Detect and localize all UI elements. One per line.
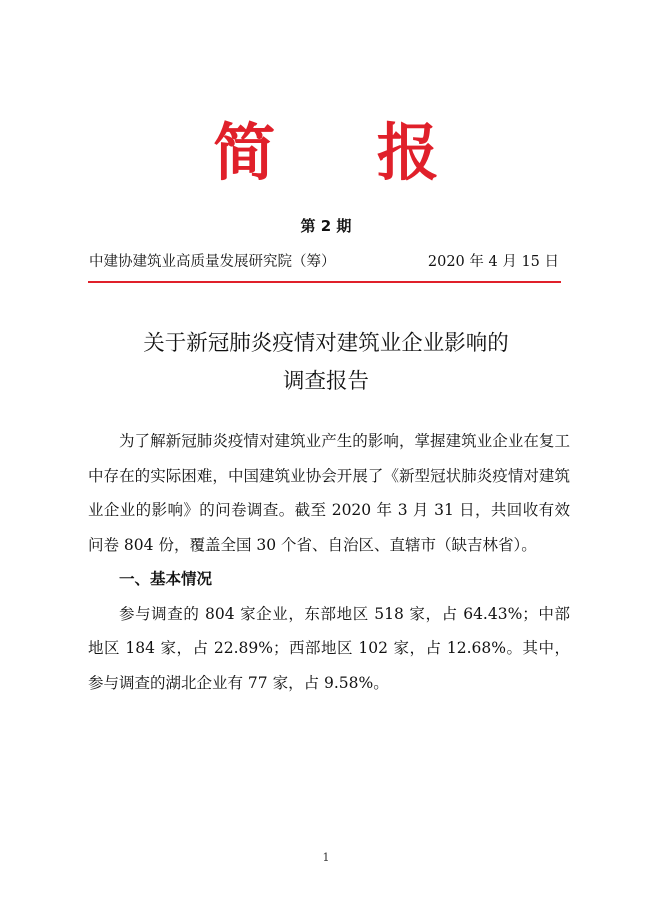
page-number: 1	[322, 851, 330, 864]
report-body	[88, 424, 570, 700]
section-paragraph-basic-info: 参与调查的 804 家企业，东部地区 518 家，占 64.43%；中部地区 184 家，占 22.89%；西部地区 102 家，占 12.68%。其中，参与调查的湖北企业有 77 家，占 9.58%。	[88, 604, 570, 692]
publisher-line	[89, 251, 559, 273]
masthead-title: 简 报	[213, 116, 479, 189]
issue-number: 第 2 期	[300, 217, 352, 235]
red-divider	[88, 281, 561, 283]
report-title-line-2: 调查报告	[282, 369, 369, 394]
intro-paragraph: 为了解新冠肺炎疫情对建筑业产生的影响，掌握建筑业企业在复工中存在的实际困难，中国建筑业协会开展了《新型冠状肺炎疫情对建筑业企业的影响》的问卷调查。截至 2020 年 3 月 31 日，共回收有效问卷 804 份，覆盖全国 30 个省、自治区、直辖市（缺吉林省）。	[88, 432, 570, 554]
publisher-organization: 中建协建筑业高质量发展研究院（筹）	[89, 254, 336, 270]
publish-date: 2020 年 4 月 15 日	[427, 254, 559, 270]
report-title	[0, 325, 652, 401]
section-heading-basic-info: 一、基本情况	[119, 570, 213, 588]
report-title-line-1: 关于新冠肺炎疫情对建筑业企业影响的	[143, 331, 509, 356]
